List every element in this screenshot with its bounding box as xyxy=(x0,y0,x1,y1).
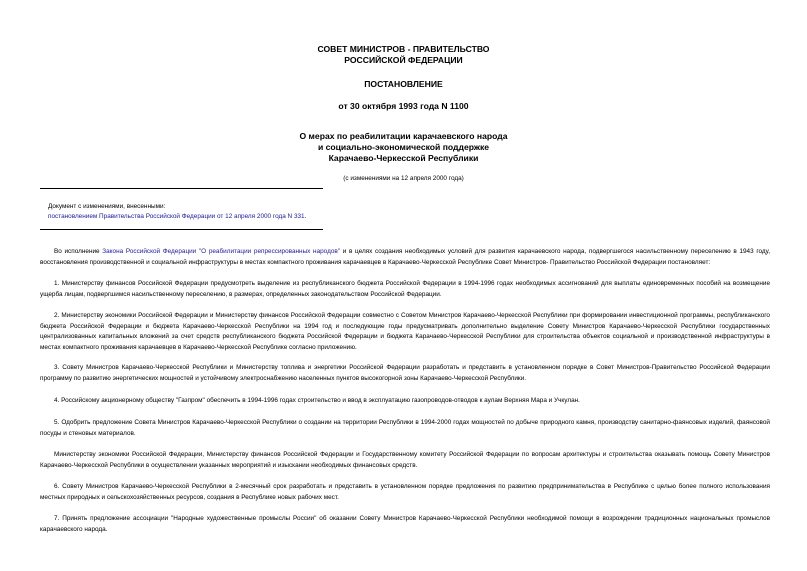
paragraph-1-text: 1. Министерству финансов Российской Федерации предусмотреть выделение из республиканского бюджета Российской Федерации в 1994-1996 годах необходимых ассигнований для выплаты единовременных пособий на возмещение ущерба лицам, подвергшимся насильственному переселению, в размерах, определенных законодательством Российской Федерации. xyxy=(40,280,770,298)
document-title-line-3: Карачаево-Черкесской Республики xyxy=(328,153,479,163)
intro-text-end: и в целях создания необходимых условий для развития карачаевского народа, подвергшегося насильственному переселению в 1943 году, восстановления производственной и социальной инфраструктуры в местах компактного проживания карачаевцев в Карачаево-Черкесской Республике Совет Министров- Правительство Российской Федерации постановляет: xyxy=(40,248,770,266)
paragraph-4-text: 4. Российскому акционерному обществу "Газпром" обеспечить в 1994-1996 годах строительство и ввод в эксплуатацию газопроводов-отводов к аулам Верхняя Мара и Учкулан. xyxy=(54,397,580,404)
issuer-line-2: РОССИЙСКОЙ ФЕДЕРАЦИИ xyxy=(344,55,463,65)
intro-paragraph xyxy=(40,247,770,268)
paragraph-3 xyxy=(40,363,770,384)
paragraph-6-text: 6. Совету Министров Карачаево-Черкесской Республики в 2-месячный срок разработать и представить в установленном порядке предложения по развитию предпринимательства в Республике с целью более полного использования местных природных и сельскохозяйственных ресурсов, создания в Республике новых рабочих мест. xyxy=(40,483,770,501)
paragraph-6 xyxy=(40,482,770,503)
paragraph-7 xyxy=(40,514,770,535)
divider-bottom xyxy=(40,229,323,230)
paragraph-4 xyxy=(40,396,770,407)
document-date: от 30 октября 1993 года N 1100 xyxy=(338,101,469,111)
divider-top xyxy=(40,188,323,189)
paragraph-2-text: 2. Министерству экономики Российской Федерации и Министерству финансов Российской Федерации совместно с Советом Министров Карачаево-Черкесской Республики при формировании инвестиционной программы, республиканского бюджета Российской Федерации и бюджета Карачаево-Черкесской Республики на 1994 год и последующие годы предусматривать дополнительно выделение Совету Министров Карачаево-Черкесской Республики государственных централизованных капитальных вложений за счет средств республиканского бюджета Российской Федерации и бюджета Карачаево-Черкесской Республики для строительства объектов социальной и производственной инфраструктуры в местах компактного проживания карачаевцев в Карачаево-Черкесской Республике согласно приложению. xyxy=(40,312,770,351)
amendment-link[interactable]: постановлением Правительства Российской Федерации от 12 апреля 2000 года N 331 xyxy=(48,213,305,220)
document-title-line-1: О мерах по реабилитации карачаевского народа xyxy=(299,131,508,141)
law-link[interactable]: Закона Российской Федерации "О реабилитации репрессированных народов" xyxy=(102,248,341,255)
paragraph-5-continued xyxy=(40,450,770,471)
amendment-link-end: . xyxy=(304,213,307,220)
paragraph-5-text: 5. Одобрить предложение Совета Министров Карачаево-Черкесской Республики о создании на территории Республики в 1994-2000 годах мощностей по добыче природного камня, производству санитарно-фаянсовых изделий, фаянсовой посуды и стеновых материалов. xyxy=(40,419,770,437)
paragraph-5-continued-text: Министерству экономики Российской Федерации, Министерству финансов Российской Федерации и Государственному комитету Российской Федерации по вопросам архитектуры и строительства оказывать помощь Совету Министров Карачаево-Черкесской Республики в осуществлении указанных мероприятий и изыскании необходимых финансовых средств. xyxy=(40,451,770,469)
paragraph-7-text: 7. Принять предложение ассоциации "Народные художественные промыслы России" об оказании Совету Министров Карачаево-Черкесской Республики необходимой помощи в возрождении традиционных национальных промыслов карачаевского народа. xyxy=(40,515,770,533)
changes-note-label: Документ с изменениями, внесенными: xyxy=(48,203,166,210)
paragraph-5 xyxy=(40,418,770,439)
document-type: ПОСТАНОВЛЕНИЕ xyxy=(364,79,443,89)
changes-note-line xyxy=(48,212,306,222)
edition-note: (с изменениями на 12 апреля 2000 года) xyxy=(343,175,464,182)
intro-text-start: Во исполнение xyxy=(54,248,103,255)
paragraph-2 xyxy=(40,311,770,353)
paragraph-1 xyxy=(40,279,770,300)
paragraph-3-text: 3. Совету Министров Карачаево-Черкесской Республики и Министерству топлива и энергетики Российской Федерации разработать и представить в установленном порядке в Совет Министров-Правительство Российской Федерации программу по развитию энергетических мощностей и устойчивому электроснабжению населенных пунктов высокогорной зоны Карачаево-Черкесской Республики. xyxy=(40,364,770,382)
document-title-line-2: и социально-экономической поддержке xyxy=(317,142,490,152)
issuer-line-1: СОВЕТ МИНИСТРОВ - ПРАВИТЕЛЬСТВО xyxy=(317,44,490,54)
